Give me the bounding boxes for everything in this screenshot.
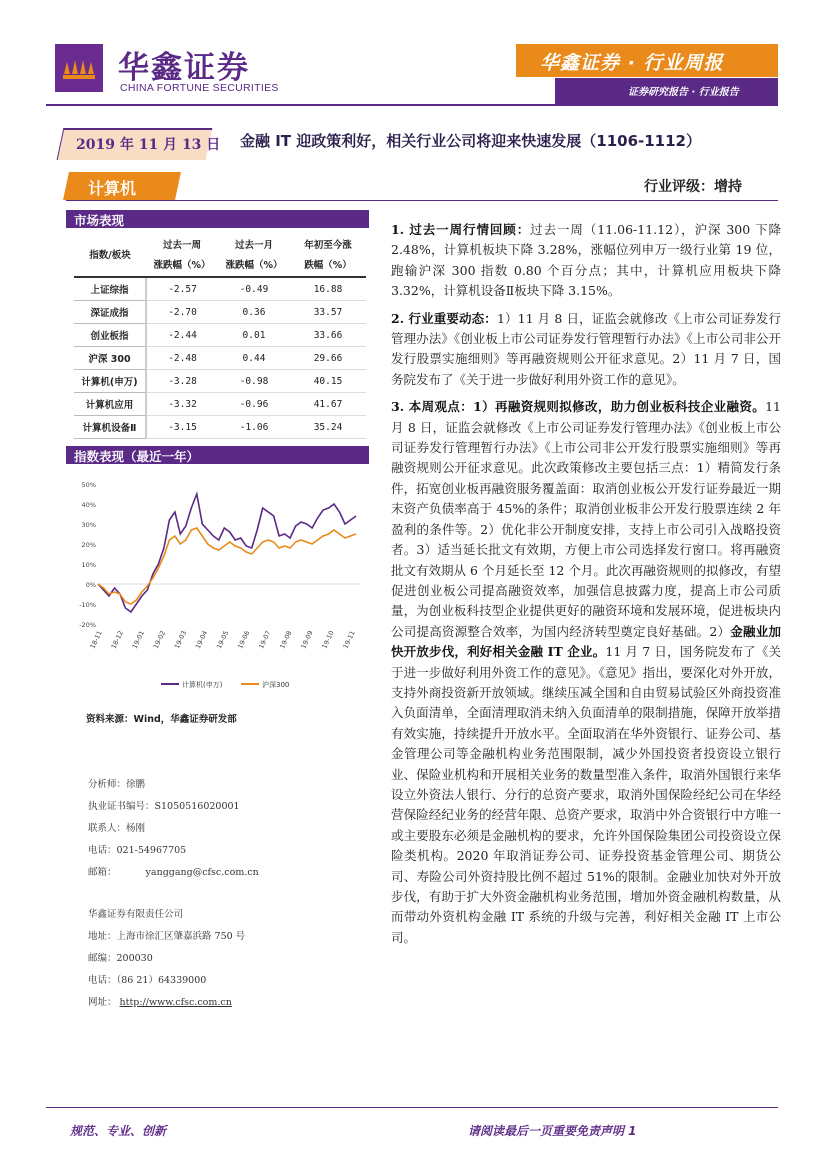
row-week: -2.57 (146, 277, 218, 301)
col-header-month-l1: 过去一月 (234, 240, 273, 251)
web-label: 网址： (88, 997, 117, 1008)
legend-label-1: 沪深300 (262, 681, 290, 689)
row-name: 上证综指 (74, 277, 146, 301)
paragraph-review (391, 220, 781, 302)
company-address: 地址：上海市徐汇区肇嘉浜路 750 号 (88, 931, 246, 942)
view-heading: 3. 本周观点：1）再融资规则拟修改，助力创业板科技企业融资。 (391, 399, 766, 415)
series-line-0 (98, 494, 356, 612)
col-header-month-l2: 涨跌幅（%） (225, 260, 283, 271)
row-month: 0.36 (218, 301, 290, 324)
company-name: 华鑫证券有限责任公司 (88, 909, 184, 920)
row-month: 0.01 (218, 324, 290, 347)
row-week: -3.32 (146, 393, 218, 416)
row-name: 计算机应用 (74, 393, 146, 416)
email-link[interactable]: yanggang@cfsc.com.cn (145, 867, 259, 878)
table-row (74, 324, 366, 347)
index-line-chart (76, 472, 366, 697)
paragraph-view (391, 397, 781, 948)
row-name: 创业板指 (74, 324, 146, 347)
x-tick-label: 19-04 (193, 629, 210, 650)
y-tick-label: 30% (81, 521, 96, 529)
chart-series (98, 494, 356, 612)
col-header-week-l2: 涨跌幅（%） (153, 260, 211, 271)
y-tick-label: 20% (81, 541, 96, 549)
col-header-week (146, 236, 218, 277)
row-name: 计算机设备Ⅱ (74, 416, 146, 439)
x-tick-label: 19-11 (341, 629, 357, 650)
col-header-ytd-l1: 年初至今涨 (304, 240, 352, 251)
company-logo-english: CHINA FORTUNE SECURITIES (120, 82, 279, 94)
contact-email (88, 864, 259, 878)
col-header-week-l1: 过去一周 (162, 240, 201, 251)
x-tick-label: 19-10 (320, 629, 336, 650)
row-month: -0.49 (218, 277, 290, 301)
analyst-cert: 执业证书编号：S1050516020001 (88, 801, 240, 812)
row-ytd: 40.15 (290, 370, 366, 393)
report-body (391, 220, 781, 955)
title-divider (66, 200, 778, 201)
col-header-ytd-l2: 跌幅（%） (304, 260, 352, 271)
company-logo-mark (55, 44, 103, 92)
row-ytd: 35.24 (290, 416, 366, 439)
view-text-a: 11 月 8 日，证监会就修改《上市公司证券发行管理办法》《创业板上市公司证券发行管理暂行办法》《上市公司非公开发行股票实施细则》等再融资规则公开征求意见。此次政策修改主要包括三点：1）精简发行条件，拓宽创业板再融资服务覆盖面：取消创业板公开发行证券最近一期末资产负债率高于 45%的条件；取消创业板非公开发行股票连续 2 年盈利的条件等。2）优化非公开制度安排，支持上市公司引入战略投资者。3）适当延长批文有效期，方便上市公司选择发行窗口。将再融资批文有效期从 6 个月延长至 12 个月。此次再融资规则的拟修改，有望促进创业板公司提高融资效率，加强信息披露力度，提高上市公司质量，为创业板科技型企业提供更好的融资环境和发展环境，促进板块内公司提高资源整合效率，为国内经济转型奠定良好基础。2） (391, 399, 781, 639)
index-section-title: 指数表现（最近一年） (74, 449, 200, 464)
x-tick-label: 18-11 (88, 629, 104, 650)
x-axis (89, 629, 357, 650)
x-tick-label: 19-09 (299, 629, 315, 650)
row-month: 0.44 (218, 347, 290, 370)
row-ytd: 41.67 (290, 393, 366, 416)
y-tick-label: 50% (81, 481, 96, 489)
company-phone: 电话：（86 21）64339000 (88, 975, 207, 986)
chart-source: 资料来源：Wind，华鑫证券研发部 (86, 714, 237, 725)
news-text: 1）11 月 8 日，证监会就修改《上市公司证券发行管理办法》《创业板上市公司证券发行管理暂行办法》《上市公司非公开发行股票实施细则》等再融资规则公开征求意见。2）11 月 7 日，国务院发布了《关于进一步做好利用外资工作的意见》。 (391, 310, 782, 387)
company-web (88, 994, 232, 1008)
web-link[interactable]: http://www.cfsc.com.cn (119, 997, 232, 1008)
footer-disclaimer: 请阅读最后一页重要免责声明 1 (468, 1124, 637, 1138)
table-row (74, 416, 366, 439)
row-ytd: 33.66 (290, 324, 366, 347)
row-week: -2.44 (146, 324, 218, 347)
x-tick-label: 19-03 (172, 629, 189, 650)
row-month: -0.96 (218, 393, 290, 416)
x-tick-label: 19-08 (278, 629, 294, 650)
y-tick-label: 40% (81, 501, 96, 509)
row-ytd: 29.66 (290, 347, 366, 370)
y-axis (79, 481, 361, 629)
col-header-index: 指数/板块 (74, 236, 146, 277)
company-logo-text: 华鑫证券 (118, 50, 250, 86)
legend-label-0: 计算机(申万) (182, 681, 223, 689)
table-row (74, 277, 366, 301)
report-subtype-banner-text: 证券研究报告 · 行业报告 (628, 87, 739, 98)
chart-legend (161, 680, 289, 689)
row-week: -2.48 (146, 347, 218, 370)
row-ytd: 16.88 (290, 277, 366, 301)
y-tick-label: -20% (79, 621, 96, 629)
table-row (74, 393, 366, 416)
x-tick-label: 19-06 (236, 629, 252, 650)
x-tick-label: 19-02 (151, 629, 168, 650)
row-name: 沪深 300 (74, 347, 146, 370)
company-zip: 邮编：200030 (88, 953, 153, 964)
review-heading: 1. 过去一周行情回顾： (391, 222, 531, 237)
market-table (74, 236, 366, 439)
contact-name: 联系人：杨刚 (88, 823, 146, 834)
email-label: 邮箱： (88, 867, 117, 878)
review-text: 过去一周（11.06-11.12），沪深 300 下降 2.48%，计算机板块下降 3.28%，涨幅位列申万一级行业第 19 位，跑输沪深 300 指数 0.80 个百分点；其中，计算机应用板块下降 3.32%，计算机设备Ⅱ板块下降 3.15%。 (391, 222, 781, 299)
y-tick-label: 0% (85, 581, 96, 589)
y-tick-label: -10% (79, 601, 96, 609)
table-row (74, 347, 366, 370)
row-ytd: 33.57 (290, 301, 366, 324)
paragraph-news (391, 309, 781, 391)
footer-slogan: 规范、专业、创新 (70, 1124, 167, 1138)
y-tick-label: 10% (81, 561, 96, 569)
table-header-row (74, 236, 366, 277)
footer-divider (46, 1107, 778, 1108)
col-header-ytd (290, 236, 366, 277)
report-type-banner-text: 华鑫证券 · 行业周报 (540, 52, 724, 74)
row-month: -0.98 (218, 370, 290, 393)
view-text-b: 11 月 7 日，国务院发布了《关于进一步做好利用外资工作的意见》。《意见》指出，要深化对外开放，支持外商投资新开放领域。继续压减全国和自由贸易试验区外商投资准入负面清单，全面清理取消未纳入负面清单的限制措施，保障开放举措有效实施，持续提升开放水平。全面取消在华外资银行、证券公司、基金管理公司等金融机构业务范围限制，减少外国投资者投资设立银行业、保险业机构和开展相关业务的数量型准入条件，取消外国银行来华设立外资法人银行、分行的总资产要求，取消外国保险经纪公司在华经营保险经纪业务的经营年限、总资产要求，取消中外合资银行中方唯一或主要股东必须是金融机构的要求，允许外国保险集团公司投资设立保险类机构。2020 年取消证券公司、证券投资基金管理公司、期货公司、寿险公司外资持股比例不超过 51%的限制。金融业加快对外开放步伐，有助于扩大外资金融机构业务范围，增加外资金融机构数量，从而带动外资机构金融 IT 系统的升级与完善，利好相关金融 IT 上市公司。 (391, 644, 781, 945)
table-row (74, 301, 366, 324)
row-week: -3.28 (146, 370, 218, 393)
table-row (74, 370, 366, 393)
news-heading: 2. 行业重要动态： (391, 310, 497, 326)
row-name: 深证成指 (74, 301, 146, 324)
analyst-name: 分析师：徐鹏 (88, 779, 146, 790)
x-tick-label: 19-01 (130, 629, 146, 650)
contact-phone: 电话：021-54967705 (88, 845, 187, 856)
header-divider (46, 104, 778, 106)
x-tick-label: 19-07 (257, 629, 273, 650)
sector-name: 计算机 (88, 179, 137, 198)
row-week: -3.15 (146, 416, 218, 439)
report-title: 金融 IT 迎政策利好，相关行业公司将迎来快速发展（1106-1112） (240, 132, 701, 150)
series-line-1 (98, 528, 356, 604)
x-tick-label: 18-12 (109, 629, 125, 650)
row-month: -1.06 (218, 416, 290, 439)
industry-rating: 行业评级：增持 (644, 179, 742, 195)
col-header-month (218, 236, 290, 277)
x-tick-label: 19-05 (215, 629, 231, 650)
view-subheading: 金融业加快开放步伐，利好相关金融 IT 企业。 (391, 623, 781, 660)
row-week: -2.70 (146, 301, 218, 324)
report-date: 2019 年 11 月 13 日 (76, 137, 221, 153)
row-name: 计算机(申万) (74, 370, 146, 393)
market-section-title: 市场表现 (74, 213, 125, 228)
